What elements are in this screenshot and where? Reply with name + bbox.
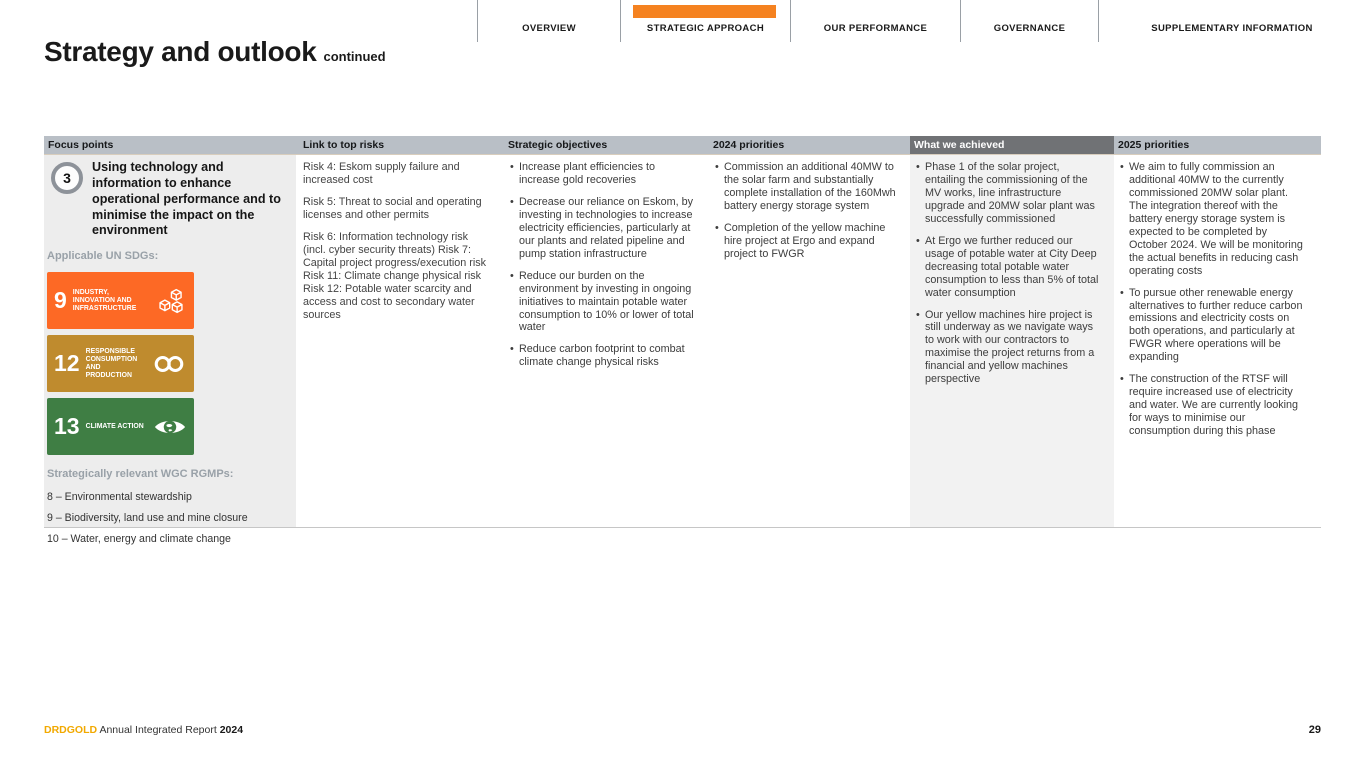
objective-item: • Reduce our burden on the environment by investing in ongoing initiatives to maintain potable water consumption to 10% or lower of total water — [510, 270, 696, 335]
wgc-rgmps-label: Strategically relevant WGC RGMPs: — [47, 468, 234, 481]
objective-item: • Reduce carbon footprint to combat climate change physical risks — [510, 343, 696, 369]
link-to-top-risks-column — [299, 155, 504, 527]
col-header-link-to-top-risks: Link to top risks — [299, 136, 504, 154]
strategic-objectives-column — [504, 155, 709, 527]
brand-name: DRDGOLD — [44, 724, 98, 736]
priority-2024-item: • Completion of the yellow machine hire project at Ergo and expand project to FWGR — [715, 222, 897, 261]
eye-globe-icon — [153, 416, 187, 438]
priority-2025-item: • We aim to fully commission an additional 40MW to the currently commissioned 20MW solar plant. The integration thereof with the battery energy storage system is expected to be completed by October 2024. We will be monitoring the actual benefits in reducing cash operating costs — [1120, 161, 1308, 278]
table-header-row — [44, 136, 1321, 155]
risks-list — [303, 161, 491, 321]
achievement-item: • Phase 1 of the solar project, entailing the commissioning of the MV works, line infrastructure upgrade and 20MW solar plant was successfully commissioned — [916, 161, 1101, 226]
focus-points-column — [44, 155, 299, 546]
priority-2025-item: • The construction of the RTSF will require increased use of electricity and water. We are currently looking for ways to minimise our consumption during this phase — [1120, 373, 1308, 438]
sdg-tile-12 — [47, 335, 194, 392]
infinity-icon — [151, 354, 187, 374]
priorities-2025-column — [1114, 155, 1321, 527]
focus-point-header — [44, 155, 296, 239]
rgmp-item: 8 – Environmental stewardship — [47, 490, 192, 503]
sdg-title: INDUSTRY, INNOVATION AND INFRASTRUCTURE — [72, 288, 137, 313]
tab-label: OUR PERFORMANCE — [823, 23, 928, 34]
priority-2025-item: • To pursue other renewable energy alternatives to further reduce carbon emissions and electricity costs on both operations, and particularly at FWGR where operations will be expanding — [1120, 287, 1308, 365]
sdg-title: RESPONSIBLE CONSUMPTION AND PRODUCTION — [85, 347, 138, 380]
risk-item: Risk 5: Threat to social and operating licenses and other permits — [303, 195, 482, 221]
focus-point-number-badge: 3 — [51, 162, 83, 194]
sdg-tile-9 — [47, 272, 194, 329]
priority-2024-item: • Commission an additional 40MW to the solar farm and substantially complete installation of the 160Mwh battery energy storage system — [715, 161, 897, 213]
col-header-strategic-objectives: Strategic objectives — [504, 136, 709, 154]
footer — [44, 724, 243, 736]
table-body — [44, 155, 1321, 546]
tab-label: SUPPLEMENTARY INFORMATION — [1151, 23, 1313, 34]
tab-governance[interactable] — [960, 0, 1098, 42]
tab-overview[interactable] — [477, 0, 620, 42]
sdg-number: 12 — [54, 350, 80, 377]
tab-label: OVERVIEW — [522, 23, 576, 34]
tab-label: GOVERNANCE — [993, 23, 1066, 34]
objective-item: • Increase plant efficiencies to increase gold recoveries — [510, 161, 696, 187]
rgmp-item: 10 – Water, energy and climate change — [47, 533, 231, 546]
rgmp-item: 9 – Biodiversity, land use and mine closure — [47, 511, 248, 524]
tab-strategic-approach[interactable] — [620, 0, 790, 42]
risk-item: Risk 4: Eskom supply failure and increased cost — [303, 161, 460, 186]
priorities-2024-list — [713, 161, 897, 261]
achievement-item: • At Ergo we further reduced our usage of potable water at City Deep decreasing total potable water consumption to less than 5% of total water consumption — [916, 235, 1101, 300]
page-title: Strategy and outlook — [44, 36, 317, 67]
col-header-what-we-achieved: What we achieved — [910, 136, 1114, 154]
col-header-2025-priorities: 2025 priorities — [1114, 136, 1321, 154]
wgc-rgmps-list — [44, 491, 296, 546]
sdg-tile-13 — [47, 398, 194, 455]
cubes-icon — [155, 287, 187, 315]
tab-supplementary-information[interactable] — [1098, 0, 1365, 42]
page-number: 29 — [1308, 724, 1321, 736]
report-year: 2024 — [219, 724, 244, 736]
achievement-item: • Our yellow machines hire project is still underway as we navigate ways to work with our contractors to maximise the project returns from a financial and yellow machines perspective — [916, 309, 1101, 387]
un-sdgs-label: Applicable UN SDGs: — [47, 250, 159, 263]
sdg-number: 9 — [54, 287, 67, 314]
title-block — [44, 36, 386, 68]
what-we-achieved-list — [914, 161, 1101, 386]
what-we-achieved-column — [910, 155, 1114, 527]
strategic-objectives-list — [508, 161, 696, 369]
col-header-focus-points: Focus points — [44, 136, 299, 154]
active-tab-indicator — [633, 5, 776, 18]
priorities-2025-list — [1118, 161, 1308, 438]
risk-item: Risk 6: Information technology risk (incl. cyber security threats) Risk 7: Capital project progress/execution risk Risk 11: Climate change physical risk Risk 12: Potable water scarcity and access and cost to secondary water sources — [303, 230, 487, 321]
page-title-continued: continued — [323, 49, 386, 64]
objective-item: • Decrease our reliance on Eskom, by investing in technologies to increase electricity efficiencies, particularly at our plants and related pipeline and pump station infrastructure — [510, 196, 696, 261]
sdg-number: 13 — [54, 413, 80, 440]
tab-our-performance[interactable] — [790, 0, 960, 42]
tab-label: STRATEGIC APPROACH — [646, 23, 765, 34]
report-name: Annual Integrated Report — [99, 724, 217, 736]
col-header-2024-priorities: 2024 priorities — [709, 136, 910, 154]
focus-point-heading: Using technology and information to enhance operational performance and to minimise the impact on the environment — [92, 160, 281, 238]
top-nav — [477, 0, 1365, 42]
priorities-2024-column — [709, 155, 910, 527]
sdg-title: CLIMATE ACTION — [85, 422, 144, 430]
